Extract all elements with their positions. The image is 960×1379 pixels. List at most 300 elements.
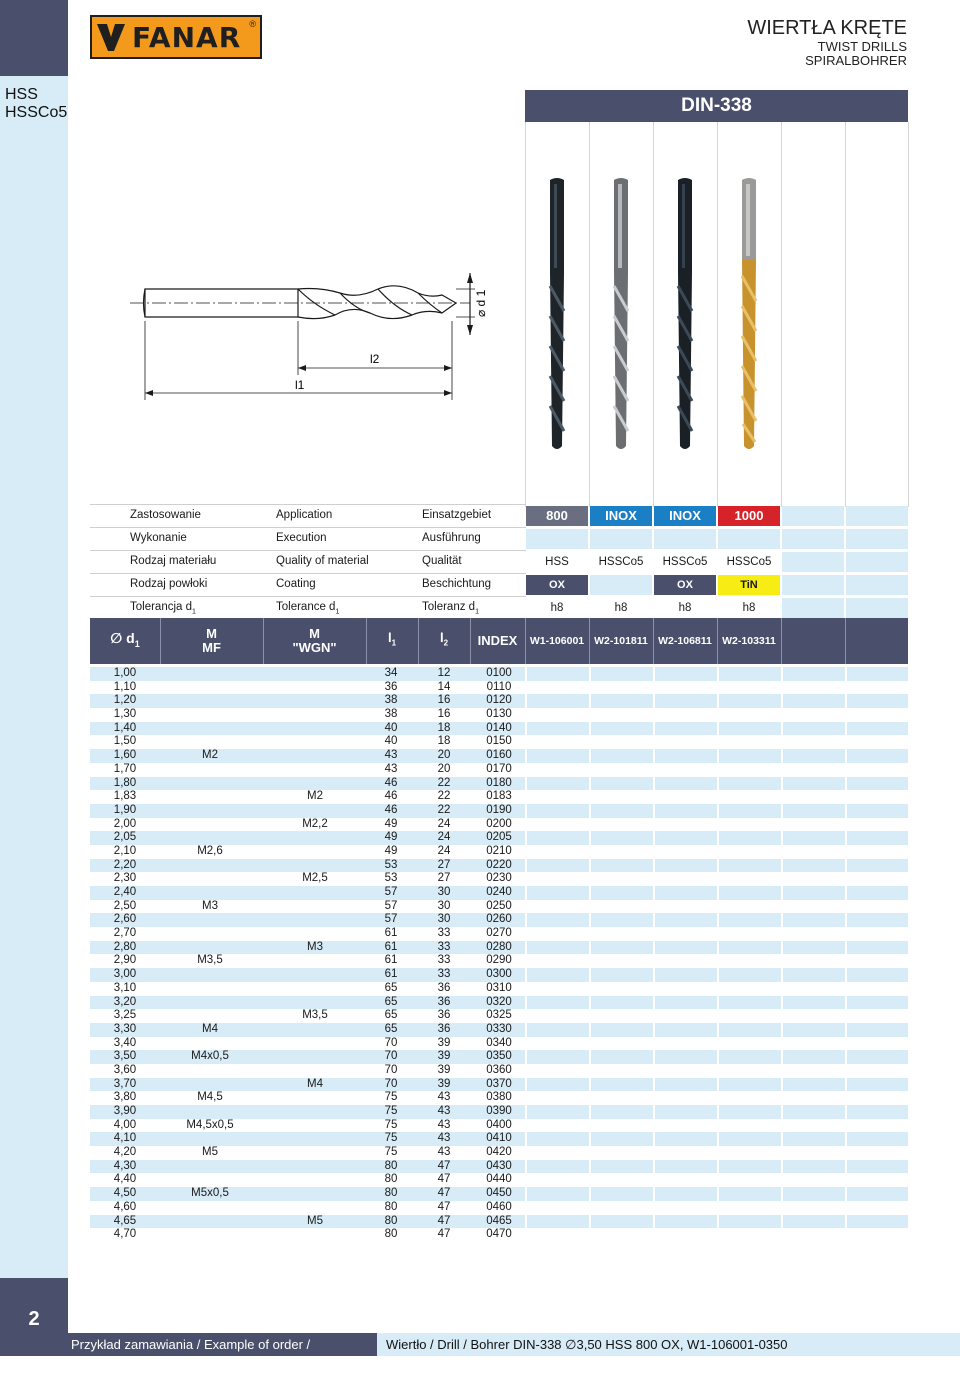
cell-l1: 53 [384, 858, 398, 871]
cell-index: 0170 [486, 762, 512, 775]
order-example-value: Wiertło / Drill / Bohrer DIN-338 ∅3,50 HSS 800 OX, W1-106001-0350 [386, 1337, 788, 1352]
cell-l2: 47 [437, 1200, 451, 1213]
table-row [90, 886, 908, 900]
cell-index: 0325 [486, 1009, 512, 1022]
cell-d1: 3,10 [113, 981, 137, 994]
cell-index: 0465 [486, 1214, 512, 1227]
cell-m-wgn: M2 [307, 790, 323, 803]
cell-d1: 1,80 [113, 776, 137, 789]
cell-l2: 20 [437, 762, 451, 775]
left-strip [0, 76, 68, 1278]
cell-l2: 33 [437, 954, 451, 967]
table-column-line [525, 667, 527, 1243]
cell-index: 0330 [486, 1022, 512, 1035]
cell-l2: 22 [437, 790, 451, 803]
cell-index: 0470 [486, 1228, 512, 1241]
cell-l1: 80 [384, 1200, 398, 1213]
cell-index: 0410 [486, 1132, 512, 1145]
cell-l2: 33 [437, 968, 451, 981]
cell-l1: 75 [384, 1146, 398, 1159]
cell-index: 0380 [486, 1091, 512, 1104]
standard-header: DIN-338 [525, 90, 908, 122]
cell-index: 0420 [486, 1146, 512, 1159]
cell-l2: 43 [437, 1132, 451, 1145]
header-d1-label: ∅ d [110, 630, 135, 647]
table-row [90, 927, 908, 941]
header-separator [845, 618, 846, 664]
cell-index: 0190 [486, 803, 512, 816]
header-wgn-label: "WGN" [292, 640, 337, 655]
cell-m-mf: M3,5 [197, 954, 223, 967]
drill-gold-image [737, 176, 761, 452]
cell-index: 0290 [486, 954, 512, 967]
cell-l1: 40 [384, 721, 398, 734]
cell-l2: 24 [437, 817, 451, 830]
cell-l2: 18 [437, 735, 451, 748]
cell-index: 0270 [486, 927, 512, 940]
cell-d1: 3,60 [113, 1063, 137, 1076]
cell-d1: 2,60 [113, 913, 137, 926]
table-row [90, 722, 908, 736]
cell-l2: 36 [437, 981, 451, 994]
spec-cell: h8 [614, 602, 628, 614]
cell-l1: 49 [384, 817, 398, 830]
cell-l1: 46 [384, 803, 398, 816]
cell-l1: 49 [384, 831, 398, 844]
d1-label: ⌀ d 1 [474, 289, 488, 317]
cell-index: 0240 [486, 886, 512, 898]
table-row [90, 859, 908, 873]
table-row [90, 900, 908, 914]
cell-l2: 39 [437, 1036, 451, 1049]
brand-logo [90, 15, 262, 59]
cell-l1: 43 [384, 749, 398, 762]
cell-l1: 38 [384, 708, 398, 721]
cell-index: 0110 [486, 680, 512, 693]
table-row [90, 777, 908, 791]
spec-cell: INOX [654, 506, 716, 526]
cell-index: 0230 [486, 872, 512, 885]
cell-m-wgn: M3,5 [302, 1009, 328, 1022]
header-code: W1-106001 [529, 635, 585, 647]
column-separator [717, 122, 718, 507]
cell-l2: 33 [437, 940, 451, 953]
spec-empty-cell [782, 575, 844, 595]
cell-d1: 4,20 [113, 1146, 137, 1159]
spec-cell: TiN [718, 575, 780, 595]
cell-l2: 30 [437, 913, 451, 926]
cell-l1: 36 [384, 680, 398, 693]
spec-label-en: Tolerance d [276, 601, 336, 613]
cell-l1: 80 [384, 1214, 398, 1227]
cell-d1: 4,65 [113, 1214, 137, 1227]
spec-empty-cell [782, 598, 844, 618]
cell-l2: 16 [437, 694, 451, 707]
cell-index: 0460 [486, 1200, 512, 1213]
spec-divider [90, 527, 526, 528]
cell-l2: 36 [437, 1022, 451, 1035]
spec-label-sub: 1 [475, 608, 479, 616]
spec-label-pl: Tolerancja d [130, 601, 193, 613]
spec-empty-cell [846, 598, 908, 618]
cell-d1: 1,30 [113, 708, 137, 721]
table-row [90, 968, 908, 982]
spec-cell: OX [526, 575, 588, 595]
page-title-block [747, 16, 907, 68]
spec-label-de: Toleranz d [422, 601, 476, 613]
page-number: 2 [28, 1308, 40, 1330]
logo-v-icon [96, 21, 126, 53]
cell-l2: 27 [437, 872, 451, 885]
cell-d1: 1,10 [113, 680, 137, 693]
cell-l1: 38 [384, 694, 398, 707]
brand-name: FANAR [132, 21, 242, 54]
header-separator [781, 618, 782, 664]
material-label: HSS [5, 86, 38, 103]
spec-label-sub: 1 [335, 608, 340, 616]
cell-l1: 80 [384, 1187, 398, 1200]
cell-index: 0310 [486, 981, 512, 994]
table-row [90, 694, 908, 708]
cell-index: 0210 [486, 844, 512, 857]
spec-empty-cell [718, 529, 780, 549]
left-strip-top [0, 0, 68, 76]
cell-index: 0430 [486, 1159, 512, 1172]
cell-l2: 30 [437, 886, 451, 898]
spec-cell: h8 [678, 602, 692, 614]
spec-empty-cell [782, 506, 844, 526]
spec-empty-cell [654, 529, 716, 549]
spec-cell: h8 [742, 602, 756, 614]
table-row [90, 996, 908, 1010]
table-row [90, 708, 908, 722]
cell-l2: 30 [437, 899, 451, 912]
cell-m-mf: M3 [202, 899, 218, 912]
cell-l2: 20 [437, 749, 451, 762]
cell-l1: 70 [384, 1036, 398, 1049]
table-column-line [845, 667, 847, 1243]
cell-l1: 70 [384, 1050, 398, 1063]
registered-mark: ® [249, 19, 256, 29]
table-column-line [781, 667, 783, 1243]
header-m-mf [160, 618, 263, 664]
spec-label-en: Application [276, 509, 333, 521]
cell-d1: 1,70 [113, 762, 137, 775]
table-row [90, 790, 908, 804]
cell-l1: 46 [384, 790, 398, 803]
spec-label-pl: Rodzaj materiału [130, 555, 217, 567]
table-row [90, 1187, 908, 1201]
cell-l1: 65 [384, 1022, 398, 1035]
header-l1 [366, 618, 418, 664]
cell-index: 0390 [486, 1105, 512, 1117]
header-m-label: M [206, 626, 217, 641]
header-code: W2-101811 [594, 635, 648, 647]
column-separator [908, 122, 909, 507]
spec-row [90, 528, 908, 550]
cell-d1: 4,50 [113, 1187, 137, 1200]
spec-empty-cell [782, 552, 844, 572]
cell-l2: 47 [437, 1159, 451, 1172]
cell-l2: 47 [437, 1187, 451, 1200]
page-subtitle-en: TWIST DRILLS [817, 39, 907, 54]
cell-m-mf: M2,6 [197, 844, 223, 857]
cell-l2: 43 [437, 1091, 451, 1104]
cell-index: 0440 [486, 1173, 512, 1186]
header-l1-label: l [387, 630, 392, 646]
cell-index: 0183 [486, 790, 512, 803]
spec-empty-cell [846, 575, 908, 595]
spec-label-wrap [422, 601, 479, 615]
cell-l2: 12 [437, 667, 451, 679]
cell-l1: 61 [384, 968, 398, 981]
cell-l2: 47 [437, 1214, 451, 1227]
table-row [90, 1146, 908, 1160]
table-row [90, 1119, 908, 1133]
table-row [90, 804, 908, 818]
table-row [90, 1078, 908, 1092]
column-separator [589, 122, 590, 507]
page-title: WIERTŁA KRĘTE [747, 17, 907, 39]
table-row [90, 1037, 908, 1051]
cell-d1: 2,50 [113, 899, 137, 912]
cell-d1: 1,83 [113, 790, 137, 803]
cell-d1: 3,20 [113, 995, 137, 1008]
cell-m-mf: M5 [202, 1146, 218, 1159]
cell-index: 0360 [486, 1063, 512, 1076]
cell-l1: 65 [384, 1009, 398, 1022]
table-row [90, 735, 908, 749]
cell-l2: 39 [437, 1050, 451, 1063]
cell-l1: 75 [384, 1118, 398, 1131]
table-row [90, 941, 908, 955]
spec-label-pl: Rodzaj powłoki [130, 578, 208, 590]
table-row [90, 845, 908, 859]
header-l2-sub: 2 [443, 638, 449, 648]
cell-l2: 16 [437, 708, 451, 721]
table-column-line [717, 667, 719, 1243]
cell-index: 0130 [486, 708, 512, 721]
header-code: W2-106811 [658, 635, 712, 647]
cell-d1: 3,40 [113, 1036, 137, 1049]
drill-black-image [673, 176, 697, 452]
cell-l2: 36 [437, 1009, 451, 1022]
cell-l1: 43 [384, 762, 398, 775]
cell-m-mf: M4,5x0,5 [186, 1118, 234, 1131]
cell-l1: 70 [384, 1077, 398, 1090]
cell-l1: 65 [384, 995, 398, 1008]
cell-l2: 22 [437, 803, 451, 816]
cell-d1: 1,00 [113, 667, 137, 679]
cell-l1: 34 [384, 667, 398, 679]
table-row [90, 818, 908, 832]
spec-cell: HSSCo5 [662, 556, 708, 568]
cell-d1: 3,80 [113, 1091, 137, 1104]
cell-d1: 3,90 [113, 1105, 137, 1117]
table-row [90, 1105, 908, 1119]
table-row [90, 1132, 908, 1146]
cell-m-wgn: M5 [307, 1214, 323, 1227]
cell-l2: 22 [437, 776, 451, 789]
cell-d1: 4,60 [113, 1200, 137, 1213]
cell-l1: 57 [384, 899, 398, 912]
spec-row [90, 505, 908, 527]
table-row [90, 1091, 908, 1105]
cell-l2: 24 [437, 831, 451, 844]
cell-l1: 65 [384, 981, 398, 994]
cell-l1: 75 [384, 1132, 398, 1145]
cell-d1: 1,50 [113, 735, 137, 748]
spec-cell: HSSCo5 [726, 556, 772, 568]
column-separator [653, 122, 654, 507]
data-table [90, 667, 908, 1242]
cell-d1: 3,00 [113, 968, 137, 981]
spec-empty-cell [590, 529, 652, 549]
cell-l1: 80 [384, 1173, 398, 1186]
cell-index: 0150 [486, 735, 512, 748]
table-row [90, 831, 908, 845]
header-index: INDEX [477, 633, 518, 648]
cell-d1: 3,50 [113, 1050, 137, 1063]
cell-d1: 4,70 [113, 1228, 137, 1241]
cell-index: 0205 [486, 831, 512, 844]
cell-d1: 2,70 [113, 927, 137, 940]
cell-index: 0100 [486, 667, 512, 679]
page-subtitle-de: SPIRALBOHRER [805, 53, 907, 68]
cell-d1: 1,20 [113, 694, 137, 707]
spec-cell: HSSCo5 [598, 556, 644, 568]
cell-d1: 2,90 [113, 954, 137, 967]
cell-d1: 2,00 [113, 817, 137, 830]
header-l1-sub: 1 [391, 638, 397, 648]
table-column-line [653, 667, 655, 1243]
cell-l2: 39 [437, 1063, 451, 1076]
column-separator [845, 122, 846, 507]
table-row [90, 1173, 908, 1187]
cell-index: 0180 [486, 776, 512, 789]
cell-l1: 75 [384, 1105, 398, 1117]
header-d1-sub: 1 [134, 638, 140, 649]
cell-d1: 2,40 [113, 886, 137, 898]
table-row [90, 1215, 908, 1229]
cell-l1: 49 [384, 844, 398, 857]
cell-index: 0260 [486, 913, 512, 926]
cell-l2: 27 [437, 858, 451, 871]
cell-l1: 70 [384, 1063, 398, 1076]
spec-cell: INOX [590, 506, 652, 526]
cell-index: 0350 [486, 1050, 512, 1063]
table-row [90, 1228, 908, 1242]
spec-cell: HSS [545, 556, 569, 568]
spec-divider [90, 596, 526, 597]
order-example-label: Przykład zamawiania / Example of order / Bestellung: [68, 1333, 377, 1356]
cell-d1: 3,30 [113, 1022, 137, 1035]
cell-l1: 80 [384, 1228, 398, 1241]
spec-label-pl: Wykonanie [130, 532, 187, 544]
cell-m-mf: M4 [202, 1022, 218, 1035]
header-d1 [90, 618, 160, 664]
cell-d1: 2,10 [113, 844, 137, 857]
cell-d1: 4,40 [113, 1173, 137, 1186]
material-label: HSSCo5 [5, 104, 68, 121]
cell-l1: 46 [384, 776, 398, 789]
cell-m-mf: M2 [202, 749, 218, 762]
cell-l2: 18 [437, 721, 451, 734]
cell-l2: 24 [437, 844, 451, 857]
spec-label-wrap [130, 601, 196, 615]
header-l2 [418, 618, 470, 664]
spec-row [90, 597, 908, 619]
cell-l2: 47 [437, 1228, 451, 1241]
table-row [90, 913, 908, 927]
cell-l2: 33 [437, 927, 451, 940]
l1-label: l1 [295, 378, 305, 392]
cell-l2: 43 [437, 1105, 451, 1117]
table-row [90, 1023, 908, 1037]
cell-l1: 80 [384, 1159, 398, 1172]
spec-label-de: Beschichtung [422, 578, 492, 590]
cell-d1: 2,80 [113, 940, 137, 953]
cell-m-wgn: M2,2 [302, 817, 328, 830]
table-header [90, 618, 908, 664]
cell-index: 0400 [486, 1118, 512, 1131]
table-row [90, 982, 908, 996]
table-row [90, 763, 908, 777]
cell-m-mf: M4x0,5 [191, 1050, 229, 1063]
cell-l1: 40 [384, 735, 398, 748]
header-m-wgn [263, 618, 366, 664]
cell-d1: 2,20 [113, 858, 137, 871]
cell-l1: 53 [384, 872, 398, 885]
cell-d1: 4,00 [113, 1118, 137, 1131]
spec-cell: 1000 [718, 506, 780, 526]
cell-index: 0450 [486, 1187, 512, 1200]
table-row [90, 1009, 908, 1023]
spec-label-en: Coating [276, 578, 316, 590]
cell-l1: 61 [384, 954, 398, 967]
spec-label-en: Execution [276, 532, 327, 544]
cell-d1: 2,30 [113, 872, 137, 885]
spec-divider [90, 550, 526, 551]
cell-l2: 39 [437, 1077, 451, 1090]
spec-label-de: Einsatzgebiet [422, 509, 492, 521]
cell-d1: 1,90 [113, 803, 137, 816]
cell-m-wgn: M3 [307, 940, 323, 953]
spec-row [90, 574, 908, 596]
material-labels [5, 86, 67, 122]
drill-black-image [545, 176, 569, 452]
cell-index: 0280 [486, 940, 512, 953]
spec-empty-cell [590, 575, 652, 595]
drill-silver-image [609, 176, 633, 452]
spec-divider [90, 504, 526, 505]
cell-l2: 43 [437, 1118, 451, 1131]
cell-index: 0160 [486, 749, 512, 762]
cell-l2: 47 [437, 1173, 451, 1186]
drill-technical-drawing [130, 265, 510, 405]
spec-empty-cell [846, 552, 908, 572]
cell-m-mf: M4,5 [197, 1091, 223, 1104]
cell-index: 0320 [486, 995, 512, 1008]
spec-cell: 800 [526, 506, 588, 526]
table-row [90, 667, 908, 681]
cell-l1: 61 [384, 940, 398, 953]
cell-d1: 3,70 [113, 1077, 137, 1090]
spec-empty-cell [846, 529, 908, 549]
cell-l1: 57 [384, 913, 398, 926]
cell-m-wgn: M2,5 [302, 872, 328, 885]
cell-l2: 14 [437, 680, 451, 693]
